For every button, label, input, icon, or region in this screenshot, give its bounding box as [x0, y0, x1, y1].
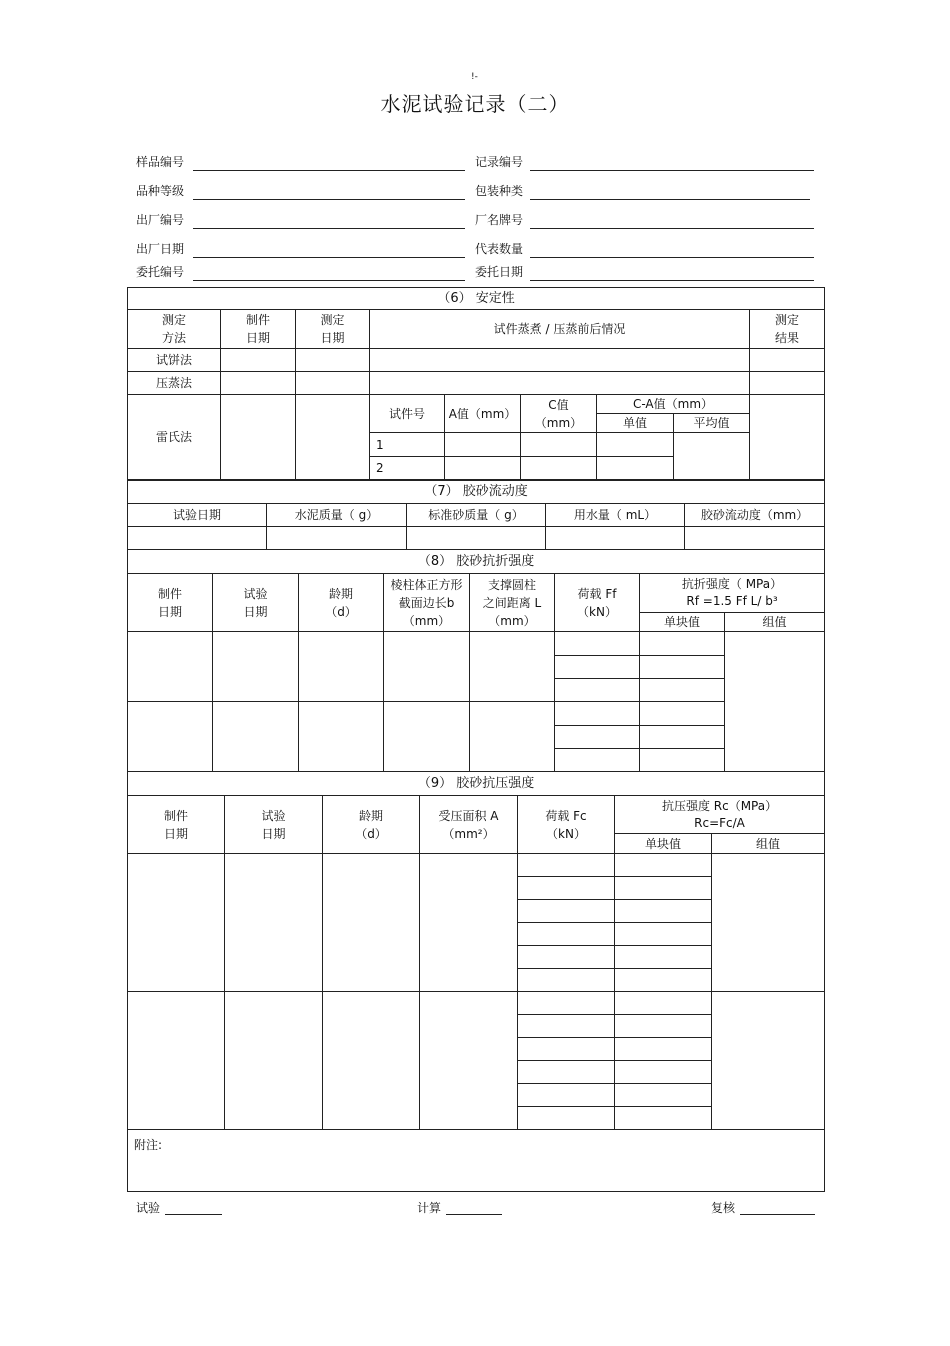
cell[interactable]: [546, 527, 685, 550]
cell[interactable]: [221, 372, 296, 395]
reviewer-label: 复核: [711, 1201, 736, 1215]
cell[interactable]: [128, 702, 213, 772]
soundness-title: （6） 安定性: [128, 288, 825, 310]
fluidity-title: （7） 胶砂流动度: [128, 481, 825, 504]
cell[interactable]: [555, 679, 640, 702]
cell[interactable]: [615, 946, 712, 969]
cell[interactable]: [615, 1107, 712, 1130]
cell[interactable]: [384, 632, 470, 702]
col-compressive-strength: [615, 796, 825, 834]
quantity-label: 代表数量: [475, 242, 524, 256]
cell[interactable]: [640, 632, 725, 656]
cell[interactable]: [323, 992, 420, 1130]
note-label: 附注:: [134, 1138, 163, 1152]
compressive-title: （9） 胶砂抗压强度: [128, 772, 825, 796]
col-cement-mass: 水泥质量（ g）: [267, 504, 407, 527]
cell[interactable]: [128, 527, 267, 550]
cell[interactable]: [128, 854, 225, 992]
cell[interactable]: [518, 1061, 615, 1084]
cell[interactable]: [370, 349, 750, 372]
row-cake-method: 试饼法: [128, 349, 221, 372]
cell[interactable]: [518, 854, 615, 877]
compressive-table: [127, 771, 825, 1192]
cell[interactable]: [296, 395, 370, 480]
cell[interactable]: [128, 992, 225, 1130]
cell[interactable]: [750, 349, 825, 372]
cell[interactable]: [518, 1107, 615, 1130]
package-label: 包装种类: [475, 184, 524, 198]
cell[interactable]: [299, 702, 384, 772]
package-field[interactable]: [530, 199, 810, 200]
cell[interactable]: [615, 969, 712, 992]
soundness-table: [127, 287, 825, 480]
cell[interactable]: [384, 702, 470, 772]
record-no-label: 记录编号: [475, 155, 524, 169]
cell[interactable]: [555, 749, 640, 772]
row-le-chatelier: 雷氏法: [128, 395, 221, 480]
cell[interactable]: [521, 457, 597, 480]
cell[interactable]: [615, 923, 712, 946]
col-area: 受压面积 A （mm²）: [420, 796, 518, 854]
entrust-date-field[interactable]: [530, 280, 814, 281]
cell[interactable]: [674, 433, 750, 480]
sample-no-label: 样品编号: [136, 155, 185, 169]
cell[interactable]: [267, 527, 407, 550]
col-group: 组值: [725, 613, 825, 632]
col-situation: 试件蒸煮 / 压蒸前后情况: [370, 310, 750, 349]
col-c-value: C值 （mm）: [521, 395, 597, 433]
cell[interactable]: [615, 1084, 712, 1107]
cell[interactable]: [420, 992, 518, 1130]
cell[interactable]: [597, 457, 674, 480]
cell[interactable]: [445, 457, 521, 480]
col-load: 荷载 Ff （kN）: [555, 574, 640, 632]
cell[interactable]: [615, 1061, 712, 1084]
cell[interactable]: [518, 900, 615, 923]
cell[interactable]: [555, 632, 640, 656]
cell[interactable]: [470, 632, 555, 702]
cell[interactable]: [407, 527, 546, 550]
cell[interactable]: [296, 349, 370, 372]
sample-no-field[interactable]: [193, 170, 465, 171]
cell[interactable]: [555, 702, 640, 726]
cell[interactable]: [640, 656, 725, 679]
record-no-field[interactable]: [530, 170, 814, 171]
row-autoclave-method: 压蒸法: [128, 372, 221, 395]
cell[interactable]: [615, 992, 712, 1015]
flexural-formula: Rf =1.5 Ff L/ b³: [686, 594, 778, 608]
cell[interactable]: [221, 349, 296, 372]
col-load: 荷载 Fc （kN）: [518, 796, 615, 854]
quantity-field[interactable]: [530, 257, 814, 258]
factory-date-label: 出厂日期: [136, 242, 185, 256]
compressive-heading: 抗压强度 Rc（MPa）: [661, 798, 778, 813]
col-side-length: 棱柱体正方形 截面边长b （mm）: [384, 574, 470, 632]
col-age: 龄期 （d）: [299, 574, 384, 632]
reviewer-field[interactable]: [740, 1214, 815, 1215]
cell[interactable]: [750, 395, 825, 480]
cell[interactable]: [640, 726, 725, 749]
cell[interactable]: [323, 854, 420, 992]
factory-no-label: 出厂编号: [136, 213, 185, 227]
flexural-table: [127, 549, 825, 772]
col-make-date: 制件 日期: [221, 310, 296, 349]
cell[interactable]: [225, 854, 323, 992]
brand-label: 厂名牌号: [475, 213, 524, 227]
cell[interactable]: [555, 726, 640, 749]
cell[interactable]: [518, 969, 615, 992]
cell[interactable]: [128, 632, 213, 702]
compressive-formula: Rc=Fc/A: [694, 815, 745, 830]
cell[interactable]: [420, 854, 518, 992]
grade-field[interactable]: [193, 199, 465, 200]
col-test-date: 试验日期: [128, 504, 267, 527]
col-group: 组值: [712, 834, 825, 854]
col-method: 测定 方法: [128, 310, 221, 349]
col-ca-value: C-A值（mm）: [597, 395, 750, 414]
cell[interactable]: [518, 1084, 615, 1107]
specimen-2: 2: [370, 457, 445, 480]
tester-field[interactable]: [165, 1214, 222, 1215]
tester-label: 试验: [136, 1201, 161, 1215]
cell[interactable]: [712, 854, 825, 992]
cell[interactable]: [640, 749, 725, 772]
cell[interactable]: [615, 877, 712, 900]
col-make-date: 制件 日期: [128, 796, 225, 854]
cell[interactable]: [518, 992, 615, 1015]
entrust-date-label: 委托日期: [475, 265, 524, 279]
cell[interactable]: [518, 1038, 615, 1061]
col-make-date: 制件 日期: [128, 574, 213, 632]
calculator-label: 计算: [417, 1201, 442, 1215]
fluidity-table: [127, 480, 825, 550]
flexural-heading: 抗折强度（ MPa）: [681, 577, 783, 591]
cell[interactable]: [615, 900, 712, 923]
cell[interactable]: [597, 433, 674, 457]
cell[interactable]: [299, 632, 384, 702]
cell[interactable]: [555, 656, 640, 679]
col-average: 平均值: [674, 414, 750, 433]
col-single: 单块值: [640, 613, 725, 632]
cell[interactable]: [213, 702, 299, 772]
cell[interactable]: [725, 632, 825, 772]
col-single: 单值: [597, 414, 674, 433]
cell[interactable]: [445, 433, 521, 457]
cell[interactable]: [225, 992, 323, 1130]
cell[interactable]: [213, 632, 299, 702]
cell[interactable]: [640, 679, 725, 702]
col-test-date: 试验 日期: [213, 574, 299, 632]
cell[interactable]: [615, 854, 712, 877]
col-sand-mass: 标准砂质量（ g）: [407, 504, 546, 527]
cell[interactable]: [470, 702, 555, 772]
cell[interactable]: [296, 372, 370, 395]
brand-field[interactable]: [530, 228, 814, 229]
col-single: 单块值: [615, 834, 712, 854]
specimen-1: 1: [370, 433, 445, 457]
col-span: 支撑圆柱 之间距离 L （mm）: [470, 574, 555, 632]
factory-date-field[interactable]: [193, 257, 465, 258]
col-flexural-strength: [640, 574, 825, 613]
cell[interactable]: [518, 1015, 615, 1038]
col-age: 龄期 （d）: [323, 796, 420, 854]
entrust-no-field[interactable]: [193, 280, 465, 281]
flexural-title: （8） 胶砂抗折强度: [128, 550, 825, 574]
factory-no-field[interactable]: [193, 228, 465, 229]
cell[interactable]: [750, 372, 825, 395]
note-area[interactable]: [128, 1130, 825, 1192]
cell[interactable]: [518, 923, 615, 946]
col-test-date: 测定 日期: [296, 310, 370, 349]
col-a-value: A值（mm）: [445, 395, 521, 433]
col-water: 用水量（ mL）: [546, 504, 685, 527]
cell[interactable]: [370, 372, 750, 395]
cell[interactable]: [518, 877, 615, 900]
grade-label: 品种等级: [136, 184, 185, 198]
col-specimen: 试件号: [370, 395, 445, 433]
cell[interactable]: [615, 1015, 712, 1038]
cell[interactable]: [521, 433, 597, 457]
page-mark: !-: [471, 72, 478, 82]
cell[interactable]: [615, 1038, 712, 1061]
cell[interactable]: [712, 992, 825, 1130]
page-title: 水泥试验记录（二）: [380, 92, 570, 116]
entrust-no-label: 委托编号: [136, 265, 185, 279]
col-test-date: 试验 日期: [225, 796, 323, 854]
col-fluidity: 胶砂流动度（mm）: [685, 504, 825, 527]
cell[interactable]: [685, 527, 825, 550]
cell[interactable]: [221, 395, 296, 480]
calculator-field[interactable]: [446, 1214, 502, 1215]
cell[interactable]: [640, 702, 725, 726]
cell[interactable]: [518, 946, 615, 969]
col-result: 测定 结果: [750, 310, 825, 349]
